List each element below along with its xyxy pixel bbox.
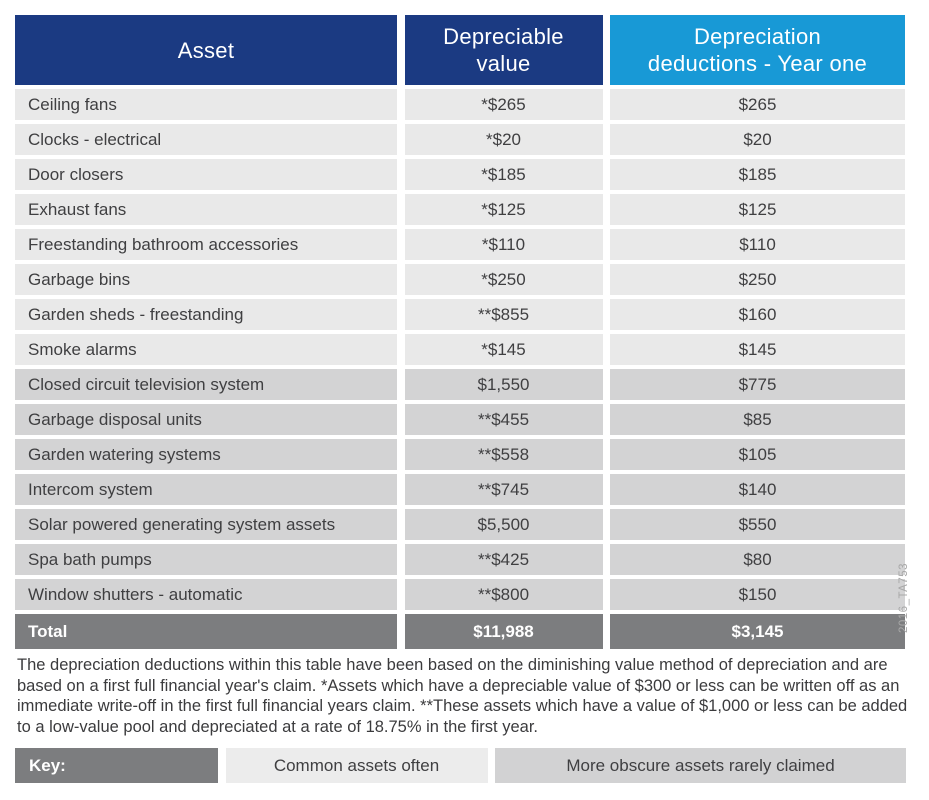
deduction-cell: $110 bbox=[610, 229, 905, 260]
deduction-cell: $20 bbox=[610, 124, 905, 155]
depreciable-value-cell: **$800 bbox=[405, 579, 603, 610]
asset-name-cell: Garbage bins bbox=[15, 264, 397, 295]
footnote-text: The depreciation deductions within this table have been based on the diminishing value method of depreciation and are based on a first full financial year's claim. *Assets which have a depreciable value of $300 or less can be written off as an immediate write-off in the first full financial years claim. **These assets which have a value of $1,000 or less can be added to a low-value pool and depreciated at a rate of 18.75% in the first year. bbox=[17, 656, 908, 736]
depreciable-value-cell: **$745 bbox=[405, 474, 603, 505]
deduction-cell: $185 bbox=[610, 159, 905, 190]
header-asset-line1: Asset bbox=[177, 37, 235, 63]
depreciable-value-cell: **$455 bbox=[405, 404, 603, 435]
deduction-cell: $85 bbox=[610, 404, 905, 435]
deduction-cell: $550 bbox=[610, 509, 905, 540]
deduction-cell: $160 bbox=[610, 299, 905, 330]
header-cell-depreciable-value bbox=[405, 15, 603, 85]
depreciable-value-cell: **$425 bbox=[405, 544, 603, 575]
depreciable-value-cell: **$855 bbox=[405, 299, 603, 330]
depreciable-value-cell: $5,500 bbox=[405, 509, 603, 540]
deduction-cell: $265 bbox=[610, 89, 905, 120]
document-code-watermark: 2016_TA753 bbox=[898, 563, 910, 634]
asset-name-cell: Closed circuit television system bbox=[15, 369, 397, 400]
total-deduction-cell: $3,145 bbox=[610, 614, 905, 649]
depreciable-value-cell: *$145 bbox=[405, 334, 603, 365]
depreciable-value-cell: *$185 bbox=[405, 159, 603, 190]
key-obscure-assets: More obscure assets rarely claimed bbox=[495, 748, 906, 783]
deduction-cell: $145 bbox=[610, 334, 905, 365]
depreciable-value-cell: *$125 bbox=[405, 194, 603, 225]
depreciable-value-cell: *$110 bbox=[405, 229, 603, 260]
deduction-cell: $80 bbox=[610, 544, 905, 575]
header-deductions-line2: deductions - Year one bbox=[647, 51, 868, 76]
header-depreciable-line1: Depreciable bbox=[443, 24, 564, 49]
total-label-cell: Total bbox=[15, 614, 397, 649]
depreciable-value-cell: *$20 bbox=[405, 124, 603, 155]
total-value-cell: $11,988 bbox=[405, 614, 603, 649]
header-deductions-line1: Depreciation bbox=[693, 24, 822, 49]
asset-name-cell: Clocks - electrical bbox=[15, 124, 397, 155]
asset-name-cell: Freestanding bathroom accessories bbox=[15, 229, 397, 260]
asset-name-cell: Smoke alarms bbox=[15, 334, 397, 365]
asset-name-cell: Garden watering systems bbox=[15, 439, 397, 470]
deduction-cell: $775 bbox=[610, 369, 905, 400]
asset-name-cell: Garden sheds - freestanding bbox=[15, 299, 397, 330]
deduction-cell: $140 bbox=[610, 474, 905, 505]
depreciable-value-cell: $1,550 bbox=[405, 369, 603, 400]
deduction-cell: $105 bbox=[610, 439, 905, 470]
key-common-assets: Common assets often bbox=[226, 748, 488, 783]
depreciable-value-cell: **$558 bbox=[405, 439, 603, 470]
asset-name-cell: Solar powered generating system assets bbox=[15, 509, 397, 540]
asset-name-cell: Garbage disposal units bbox=[15, 404, 397, 435]
asset-name-cell: Window shutters - automatic bbox=[15, 579, 397, 610]
depreciation-table bbox=[15, 15, 908, 649]
deduction-cell: $150 bbox=[610, 579, 905, 610]
asset-name-cell: Spa bath pumps bbox=[15, 544, 397, 575]
header-cell-deductions bbox=[610, 15, 905, 85]
key-label: Key: bbox=[15, 748, 218, 783]
asset-name-cell: Exhaust fans bbox=[15, 194, 397, 225]
asset-name-cell: Intercom system bbox=[15, 474, 397, 505]
key-legend bbox=[15, 748, 908, 783]
depreciable-value-cell: *$265 bbox=[405, 89, 603, 120]
header-depreciable-line2: value bbox=[476, 51, 531, 76]
asset-name-cell: Ceiling fans bbox=[15, 89, 397, 120]
deduction-cell: $250 bbox=[610, 264, 905, 295]
depreciable-value-cell: *$250 bbox=[405, 264, 603, 295]
header-cell-asset bbox=[15, 15, 397, 85]
asset-name-cell: Door closers bbox=[15, 159, 397, 190]
deduction-cell: $125 bbox=[610, 194, 905, 225]
